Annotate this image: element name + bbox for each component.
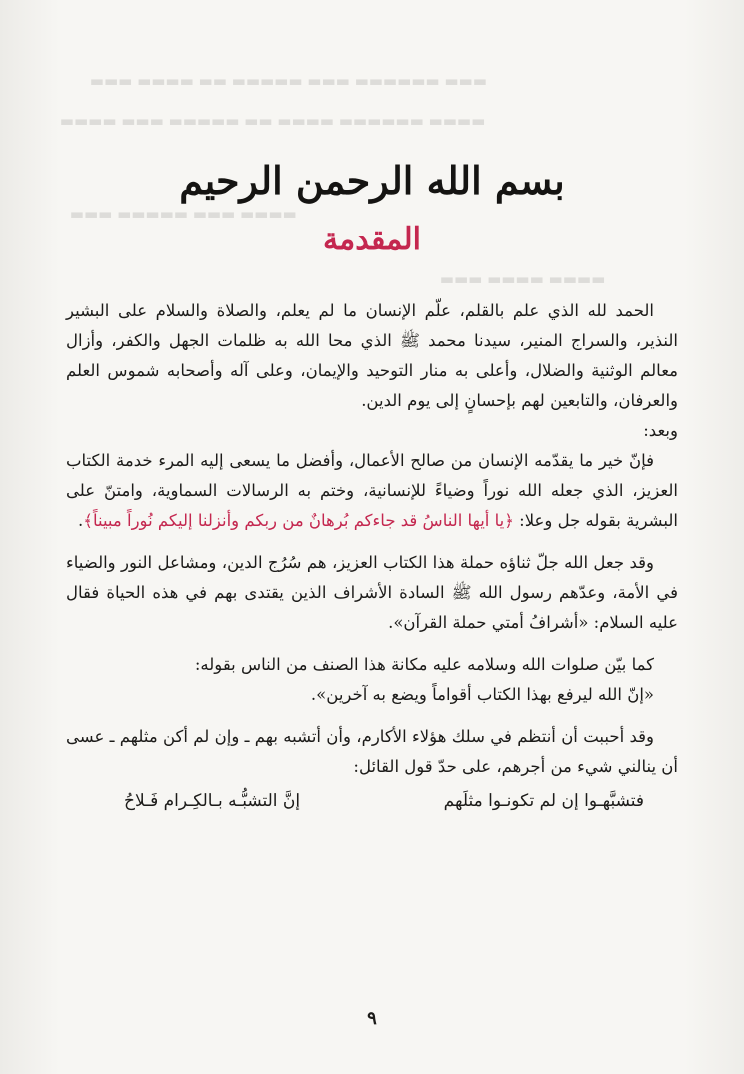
page-number: ٩ bbox=[367, 1008, 377, 1029]
poem-verse bbox=[66, 786, 678, 816]
paragraph-praise: الحمد لله الذي علم بالقلم، علّم الإنسان ما لم يعلم، والصلاة والسلام على البشير النذير، والسراج المنير، سيدنا محمد ﷺ الذي محا الله به ظلمات الجهل والكفر، وأزال معالم الوثنية والضلال، وأعلى به منار التوحيد والإيمان، وعلى آله وأصحابه شموس العلم والعرفان، والتابعين لهم بإحسانٍ إلى يوم الدين. bbox=[66, 301, 678, 410]
paragraph-transition: وبعد: bbox=[643, 421, 678, 440]
bleed-through-texture: ▬▬▬ ▬▬▬▬▬ ▬▬▬ ▬▬▬▬ bbox=[70, 205, 297, 223]
bleed-through-texture: ▬▬▬ ▬▬▬▬ ▬▬▬▬ bbox=[440, 270, 606, 288]
paragraph-hadith-intro: كما بيّن صلوات الله وسلامه عليه مكانة هذا الصنف من الناس بقوله: bbox=[194, 655, 654, 674]
section-heading: المقدمة bbox=[323, 222, 421, 257]
quran-verse: ﴿يا أيها الناسُ قد جاءكم بُرهانٌ من ربكم وأنزلنا إليكم نُوراً مبيناً﴾ bbox=[83, 511, 514, 530]
paragraph-hadith: «إنّ الله ليرفع بهذا الكتاب أقواماً ويضع به آخرين». bbox=[310, 685, 654, 704]
paragraph-service: فإنّ خير ما يقدّمه الإنسان من صالح الأعمال، وأفضل ما يسعى إليه المرء خدمة الكتاب العزيز، الذي جعله الله نوراً وضياءً للإنسانية، وختم به الرسالات السماوية، وامتنّ على البشرية بقوله جل وعلا: ﴿يا أيها الناسُ قد جاءكم بُرهانٌ من ربكم وأنزلنا إليكم نُوراً مبيناً﴾. bbox=[66, 451, 678, 530]
poem-hemistich-left: إنَّ التشبُّـه بـالكِـرام فَـلاحُ bbox=[124, 791, 301, 811]
paragraph-service-text: فإنّ خير ما يقدّمه الإنسان من صالح الأعمال، وأفضل ما يسعى إليه المرء خدمة الكتاب العزيز، الذي جعله الله نوراً وضياءً للإنسانية، وختم به الرسالات السماوية، وامتنّ على البشرية بقوله جل وعلا: bbox=[66, 451, 678, 530]
paragraph-bearers: وقد جعل الله جلّ ثناؤه حملة هذا الكتاب العزيز، هم سُرُج الدين، ومشاعل النور والضياء في الأمة، وعدّهم رسول الله ﷺ السادة الأشراف الذين يقتدى بهم في هذه الحياة فقال عليه السلام: «أشرافُ أمتي حملة القرآن». bbox=[66, 553, 678, 632]
bleed-through-texture: ▬▬▬▬ ▬▬▬ ▬▬▬▬▬ ▬▬ ▬▬▬▬ ▬▬▬▬▬▬ ▬▬▬▬ bbox=[60, 112, 486, 130]
bleed-through-texture: ▬▬▬ ▬▬▬▬ ▬▬ ▬▬▬▬▬ ▬▬▬ ▬▬▬▬▬▬ ▬▬▬ bbox=[90, 72, 488, 90]
body-text bbox=[66, 296, 678, 816]
basmala-calligraphy: بسم الله الرحمن الرحيم bbox=[179, 158, 565, 203]
paragraph-author: وقد أحببت أن أنتظم في سلك هؤلاء الأكارم، وأن أتشبه بهم ـ وإن لم أكن مثلهم ـ عسى أن ينالني شيء من أجرهم، على حدّ قول القائل: bbox=[66, 727, 678, 776]
poem-hemistich-right: فتشبَّهـوا إن لم تكونـوا مثلَهم bbox=[443, 791, 644, 811]
